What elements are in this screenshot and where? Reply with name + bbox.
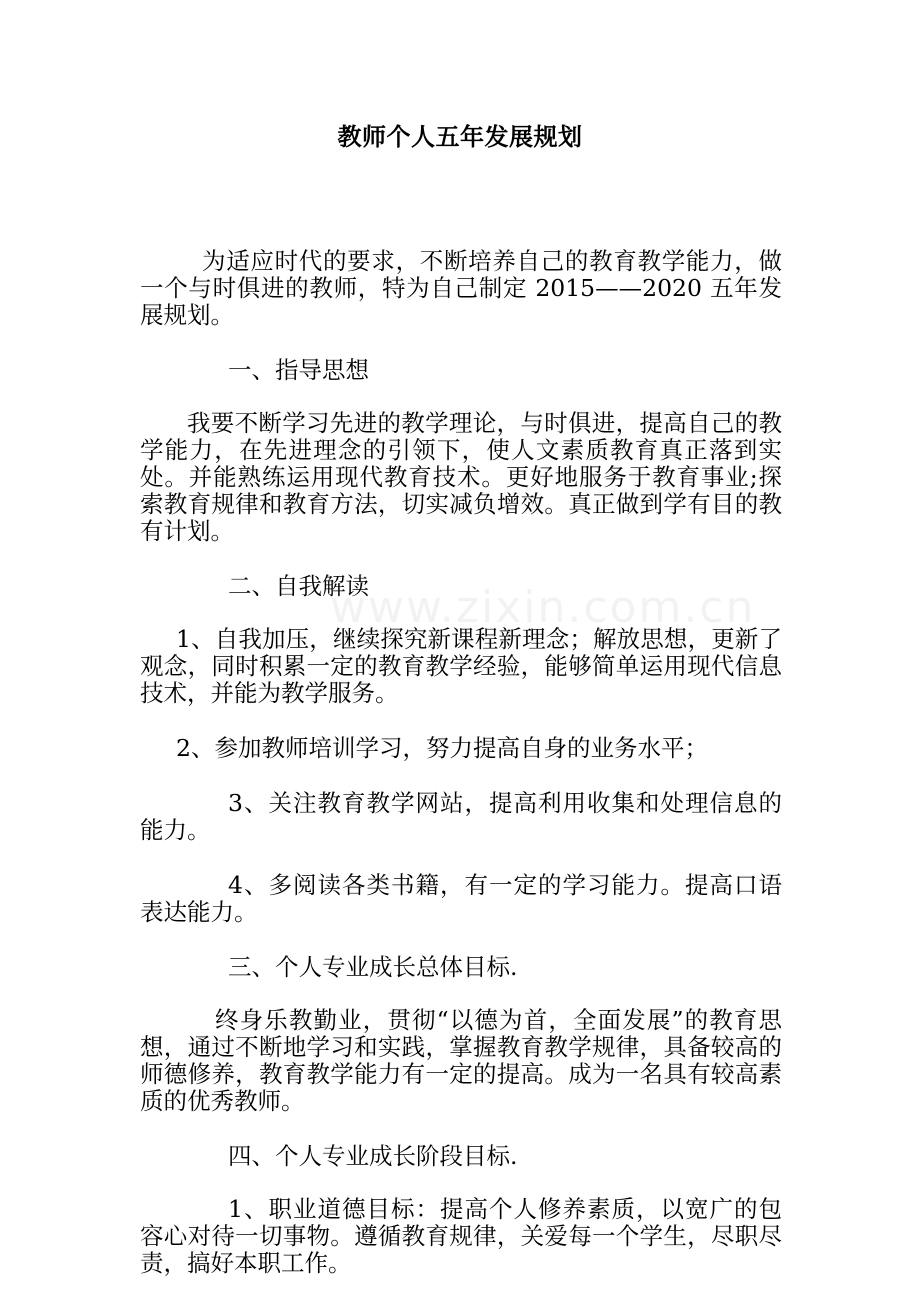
list-item-reading: 4、多阅读各类书籍，有一定的学习能力。提高口语表达能力。 (140, 871, 782, 926)
list-item-professional-ethics: 1、职业道德目标：提高个人修养素质，以宽广的包容心对待一切事物。遵循教育规律，关爱每一个学生，尽职尽责，搞好本职工作。 (140, 1195, 782, 1277)
list-item-self-pressure: 1、自我加压，继续探究新课程新理念；解放思想，更新了观念，同时积累一定的教育教学经验，能够简单运用现代信息技术，并能为教学服务。 (140, 625, 782, 707)
document-body (140, 248, 782, 1277)
paragraph-overall-goal: 终身乐教勤业，贯彻“以德为首，全面发展”的教育思想，通过不断地学习和实践，掌握教育教学规律，具备较高的师德修养，教育教学能力有一定的提高。成为一名具有较高素质的优秀教师。 (140, 1006, 782, 1115)
section-heading-self-reading: 二、自我解读 (228, 572, 369, 600)
section-heading-stage-goals: 四、个人专业成长阶段目标. (228, 1142, 518, 1170)
watermark: www.zixin.com.cn (330, 582, 756, 633)
document-title: 教师个人五年发展规划 (337, 123, 583, 151)
paragraph-guiding-thought: 我要不断学习先进的教学理论，与时俱进，提高自己的教学能力，在先进理念的引领下，使人文素质教育真正落到实处。并能熟练运用现代教育技术。更好地服务于教育事业;探索教育规律和教育方法，切实减负增效。真正做到学有目的教有计划。 (140, 409, 782, 545)
list-item-education-websites: 3、关注教育教学网站，提高利用收集和处理信息的能力。 (140, 789, 782, 844)
list-item-teacher-training: 2、参加教师培训学习，努力提高自身的业务水平； (176, 734, 708, 762)
section-heading-guiding-thought: 一、指导思想 (228, 356, 369, 384)
section-heading-overall-goal: 三、个人专业成长总体目标. (228, 953, 518, 981)
intro-paragraph: 为适应时代的要求，不断培养自己的教育教学能力，做一个与时俱进的教师，特为自己制定 2015——2020 五年发展规划。 (140, 247, 782, 329)
